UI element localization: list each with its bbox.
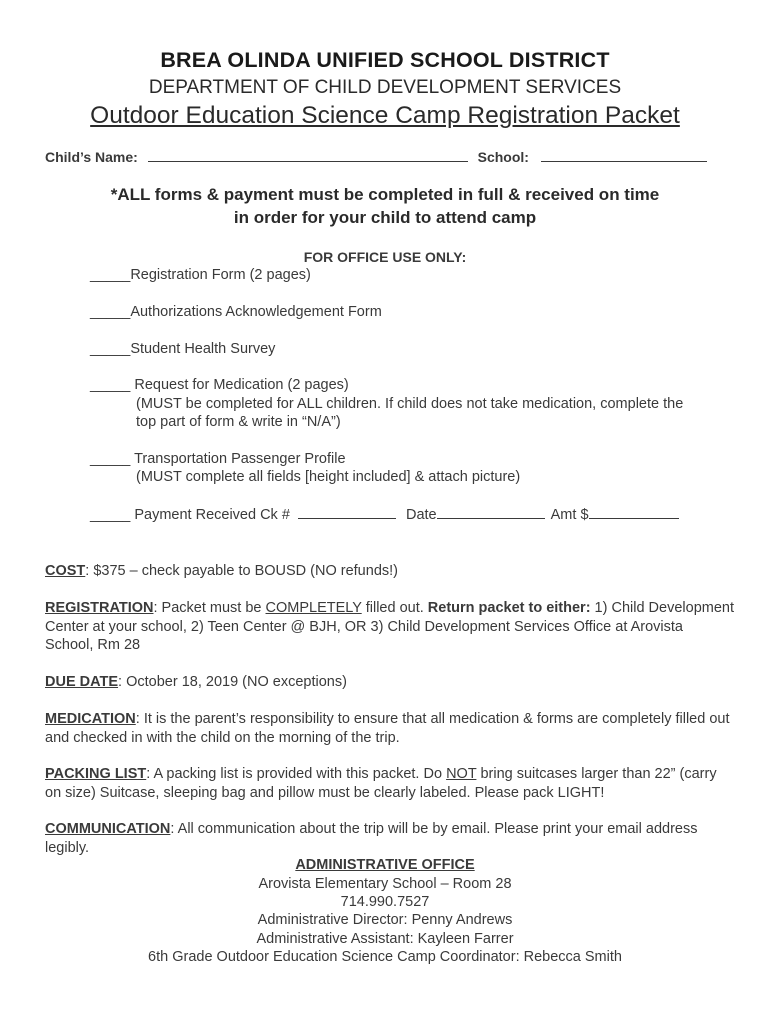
office-payment-row xyxy=(90,507,679,523)
packing-list-section xyxy=(45,765,735,802)
check-number-field[interactable] xyxy=(298,518,396,519)
packing-list-label: PACKING LIST xyxy=(45,766,147,782)
child-name-label: Child’s Name: xyxy=(45,149,138,165)
due-date-text: : October 18, 2019 (NO exceptions) xyxy=(118,674,347,690)
registration-text-3: 1) Child Development Center at your school, 2) Teen Center @ BJH, OR 3) Child Development Services Office at Arovista School, Rm 28 xyxy=(45,600,734,653)
communication-section xyxy=(45,820,735,857)
admin-director: Administrative Director: Penny Andrews xyxy=(257,912,513,928)
payment-amount-label: Amt $ xyxy=(550,507,589,523)
communication-label: COMMUNICATION xyxy=(45,821,171,837)
registration-completely: COMPLETELY xyxy=(265,600,362,616)
packing-text: : A packing list is provided with this packet. Do xyxy=(146,766,447,782)
school-field[interactable] xyxy=(541,161,707,162)
office-item-medication-note-2: top part of form & write in “N/A”) xyxy=(136,414,341,430)
medication-label: MEDICATION xyxy=(45,711,136,727)
payment-received-label: _____ Payment Received Ck # xyxy=(90,507,290,523)
department-title: DEPARTMENT OF CHILD DEVELOPMENT SERVICES xyxy=(148,77,622,98)
admin-heading: ADMINISTRATIVE OFFICE xyxy=(295,857,475,873)
office-item-authorizations: _____Authorizations Acknowledgement Form xyxy=(90,304,382,320)
payment-date-label: Date xyxy=(405,507,437,523)
registration-return: Return packet to either: xyxy=(427,600,591,616)
notice-line-1: *ALL forms & payment must be completed in full & received on time xyxy=(110,185,660,204)
registration-text-2: filled out. xyxy=(361,600,428,616)
medication-section xyxy=(45,710,735,747)
office-item-medication: _____ Request for Medication (2 pages) xyxy=(90,377,349,393)
cost-label: COST xyxy=(45,563,86,579)
admin-coordinator: 6th Grade Outdoor Education Science Camp Coordinator: Rebecca Smith xyxy=(148,949,622,965)
cost-text: : $375 – check payable to BOUSD (NO refunds!) xyxy=(85,563,398,579)
packing-not: NOT xyxy=(446,766,477,782)
office-use-heading: FOR OFFICE USE ONLY: xyxy=(303,249,467,265)
admin-assistant: Administrative Assistant: Kayleen Farrer xyxy=(256,931,514,947)
office-item-transportation-note: (MUST complete all fields [height included] & attach picture) xyxy=(136,469,521,485)
notice-line-2: in order for your child to attend camp xyxy=(233,208,537,227)
office-item-health-survey: _____Student Health Survey xyxy=(90,341,276,357)
office-item-registration-form: _____Registration Form (2 pages) xyxy=(90,267,311,283)
page-title: Outdoor Education Science Camp Registration Packet xyxy=(90,102,680,129)
child-name-field[interactable] xyxy=(148,161,468,162)
due-date-label: DUE DATE xyxy=(45,674,119,690)
child-name-row xyxy=(45,149,707,165)
cost-section xyxy=(45,562,735,581)
registration-section xyxy=(45,599,735,655)
registration-label: REGISTRATION xyxy=(45,600,154,616)
packing-text-2: bring suitcases larger than 22” (carry on size) Suitcase, sleeping bag and pillow must be clearly labeled. Please pack LIGHT! xyxy=(45,766,717,801)
communication-text: : All communication about the trip will be by email. Please print your email address legibly. xyxy=(45,821,698,856)
payment-amount-field[interactable] xyxy=(589,518,679,519)
due-date-section xyxy=(45,673,735,692)
admin-location: Arovista Elementary School – Room 28 xyxy=(258,876,512,892)
admin-phone: 714.990.7527 xyxy=(340,894,430,910)
medication-text: : It is the parent’s responsibility to ensure that all medication & forms are completely filled out and checked in with the child on the morning of the trip. xyxy=(45,711,730,746)
district-title: BREA OLINDA UNIFIED SCHOOL DISTRICT xyxy=(160,48,610,72)
registration-text: : Packet must be xyxy=(153,600,266,616)
office-item-medication-note-1: (MUST be completed for ALL children. If child does not take medication, complete the xyxy=(136,396,684,412)
school-label: School: xyxy=(477,149,529,165)
office-item-transportation: _____ Transportation Passenger Profile xyxy=(90,451,346,467)
payment-date-field[interactable] xyxy=(437,518,545,519)
